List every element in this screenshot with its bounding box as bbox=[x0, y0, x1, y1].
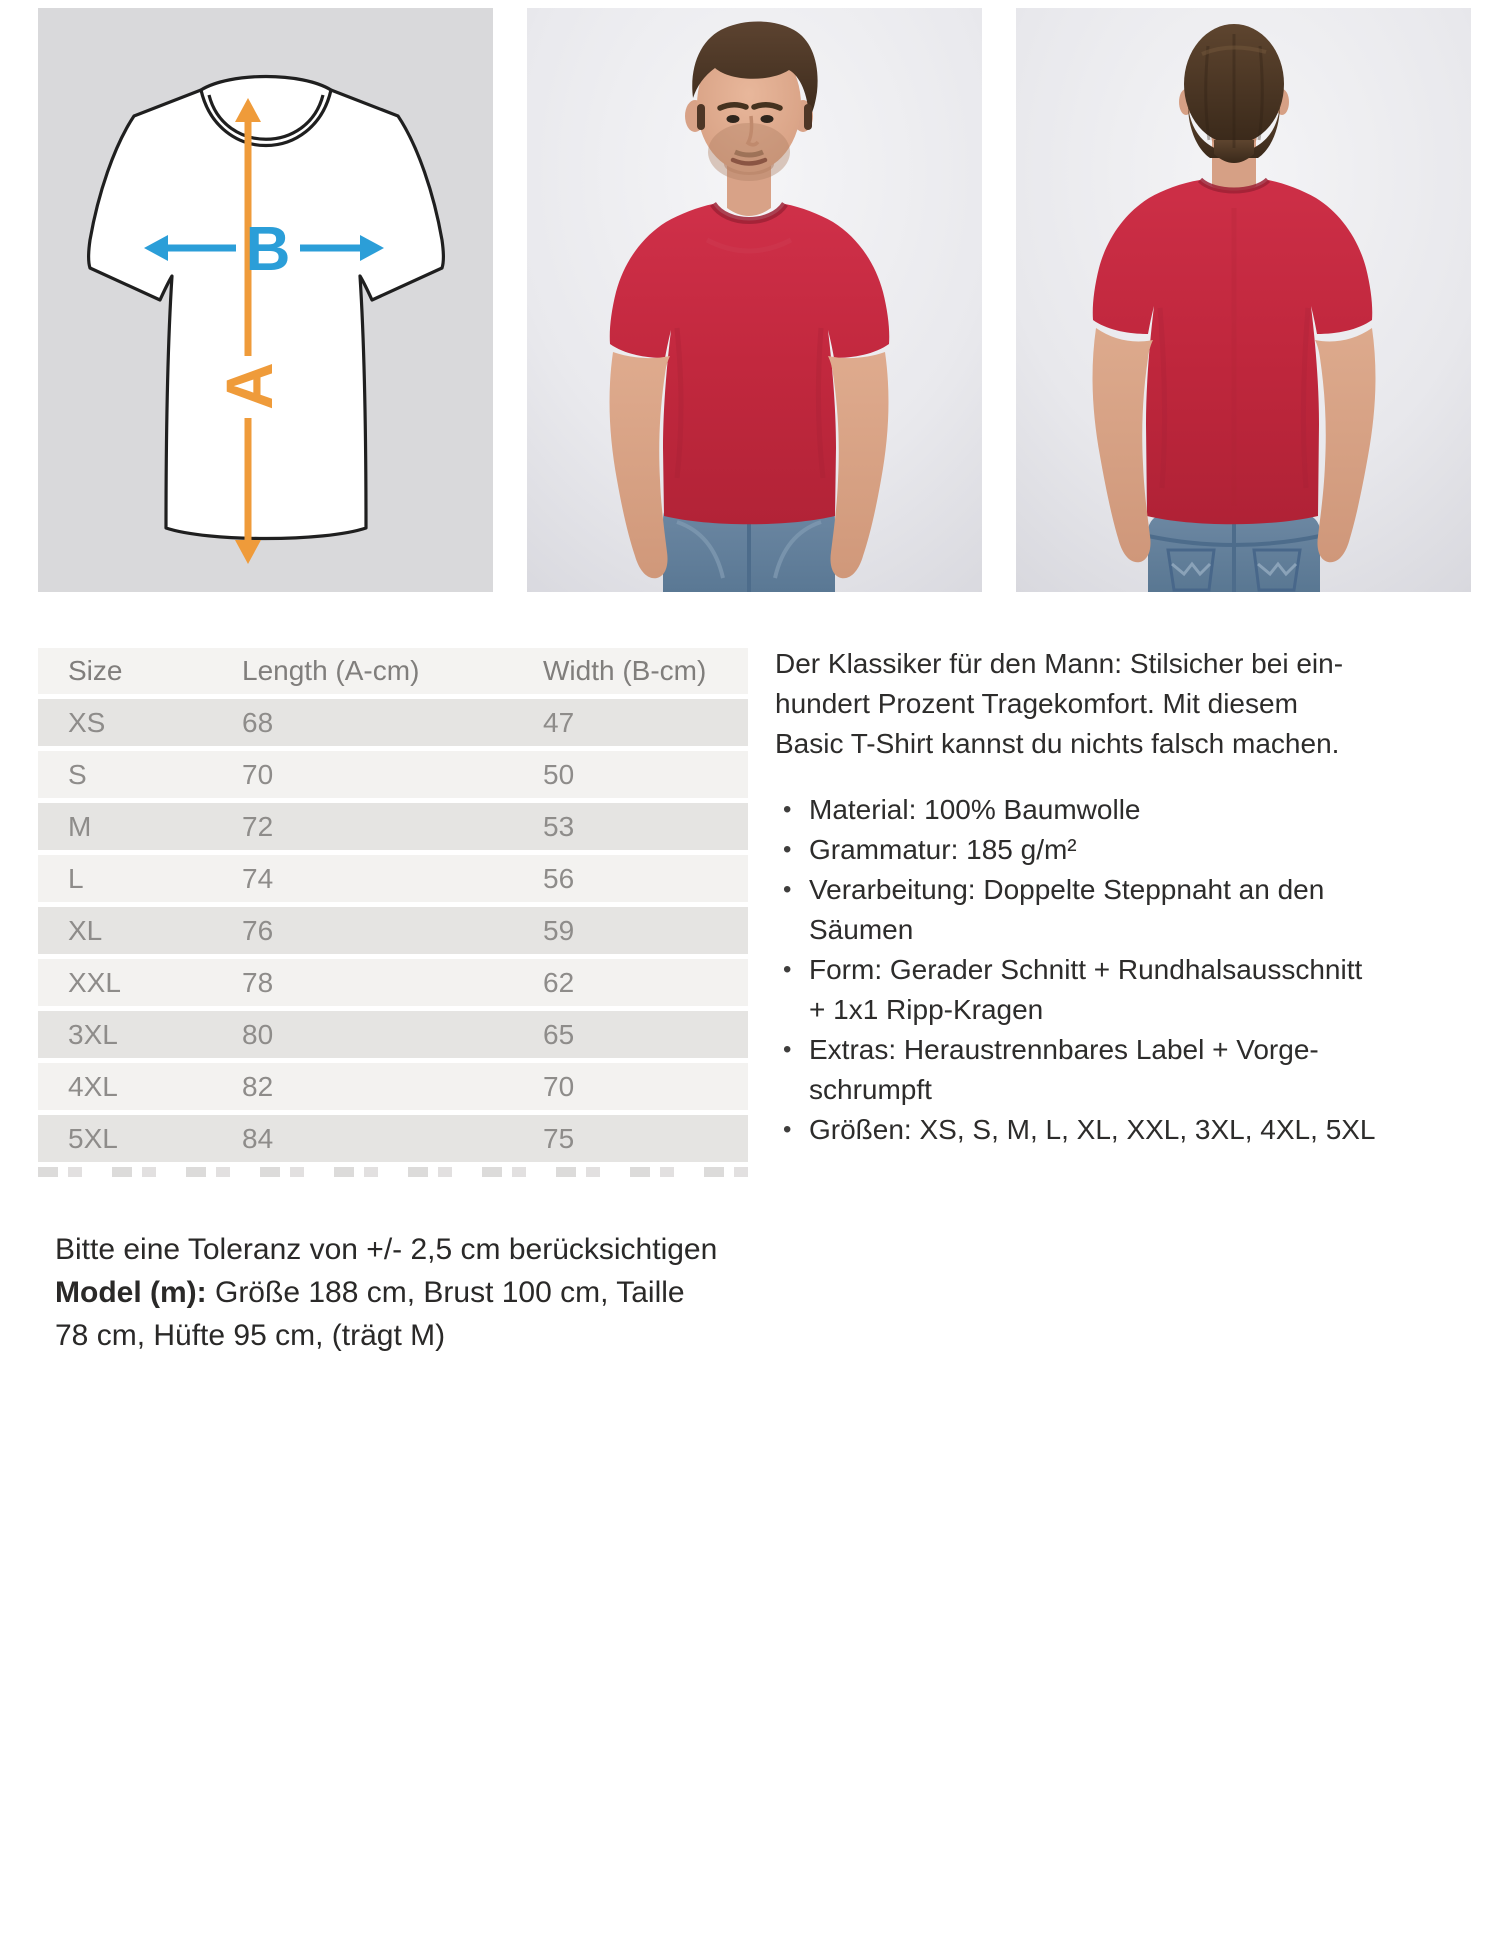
length-cell: 74 bbox=[242, 863, 274, 894]
diagram-label-b: B bbox=[245, 215, 291, 284]
size-cell: XXL bbox=[68, 967, 121, 998]
length-cell: 84 bbox=[242, 1123, 274, 1154]
diagram-label-a: A bbox=[212, 362, 286, 410]
spec-item-grammatur: • Grammatur: 185 g/m² bbox=[775, 830, 1430, 870]
size-cell: 5XL bbox=[68, 1123, 118, 1154]
intro-line: Der Klassiker für den Mann: Stilsicher bei ein- bbox=[775, 648, 1344, 679]
width-cell: 65 bbox=[543, 1019, 575, 1050]
size-table bbox=[38, 648, 748, 1162]
model-info-line2: 78 cm, Hüfte 95 cm, (trägt M) bbox=[55, 1319, 446, 1352]
model-label: Model (m): bbox=[55, 1276, 207, 1309]
size-cell: M bbox=[68, 811, 92, 842]
spec-bullet-list bbox=[775, 790, 1430, 1150]
length-cell: 70 bbox=[242, 759, 274, 790]
column-header-length: Length (A-cm) bbox=[242, 655, 420, 686]
model-measurements: Größe 188 cm, Brust 100 cm, Taille bbox=[214, 1276, 685, 1309]
intro-line: Basic T-Shirt kannst du nichts falsch machen. bbox=[775, 728, 1340, 759]
table-row-m bbox=[38, 803, 748, 850]
length-cell: 80 bbox=[242, 1019, 274, 1050]
model-front-image bbox=[527, 8, 982, 592]
length-cell: 78 bbox=[242, 967, 274, 998]
length-cell: 68 bbox=[242, 707, 274, 738]
spec-item-material: • Material: 100% Baumwolle bbox=[775, 790, 1430, 830]
tolerance-note: Bitte eine Toleranz von +/- 2,5 cm berücksichtigen bbox=[55, 1233, 718, 1266]
length-cell: 72 bbox=[242, 811, 274, 842]
table-row-xxl bbox=[38, 959, 748, 1006]
size-cell: 4XL bbox=[68, 1071, 118, 1102]
table-row-l bbox=[38, 855, 748, 902]
model-info-line1 bbox=[55, 1271, 755, 1314]
width-cell: 56 bbox=[543, 863, 575, 894]
tshirt-measure-diagram bbox=[38, 8, 493, 592]
spec-item-verarbeitung: • Verarbeitung: Doppelte Steppnaht an den Säumen bbox=[775, 870, 1430, 950]
width-cell: 62 bbox=[543, 967, 575, 998]
width-cell: 50 bbox=[543, 759, 575, 790]
size-diagram-image bbox=[38, 8, 493, 592]
column-header-width: Width (B-cm) bbox=[543, 655, 707, 686]
description-intro bbox=[775, 644, 1430, 764]
table-row-4xl bbox=[38, 1063, 748, 1110]
length-cell: 76 bbox=[242, 915, 274, 946]
clipped-next-row bbox=[38, 1167, 748, 1177]
width-cell: 70 bbox=[543, 1071, 575, 1102]
width-cell: 59 bbox=[543, 915, 575, 946]
beard-stubble bbox=[708, 123, 790, 181]
spec-item-groessen: • Größen: XS, S, M, L, XL, XXL, 3XL, 4XL, 5XL bbox=[775, 1110, 1430, 1150]
width-cell: 75 bbox=[543, 1123, 575, 1154]
intro-line: hundert Prozent Tragekomfort. Mit diesem bbox=[775, 688, 1298, 719]
model-back-image bbox=[1016, 8, 1471, 592]
measurement-notes bbox=[55, 1228, 755, 1357]
width-cell: 53 bbox=[543, 811, 575, 842]
table-row-3xl bbox=[38, 1011, 748, 1058]
size-cell: XS bbox=[68, 707, 106, 738]
size-table-header-row bbox=[38, 648, 748, 694]
size-cell: L bbox=[68, 863, 84, 894]
table-row-xs bbox=[38, 699, 748, 746]
size-cell: XL bbox=[68, 915, 103, 946]
model-front-photo bbox=[527, 8, 982, 592]
spec-item-form: • Form: Gerader Schnitt + Rundhalsausschnitt + 1x1 Ripp-Kragen bbox=[775, 950, 1430, 1030]
table-row-5xl bbox=[38, 1115, 748, 1162]
size-cell: 3XL bbox=[68, 1019, 118, 1050]
spec-item-extras: • Extras: Heraustrennbares Label + Vorge- schrumpft bbox=[775, 1030, 1430, 1110]
table-row-s bbox=[38, 751, 748, 798]
product-description bbox=[775, 644, 1430, 1150]
table-row-xl bbox=[38, 907, 748, 954]
column-header-size: Size bbox=[68, 655, 123, 686]
width-cell: 47 bbox=[543, 707, 575, 738]
model-back-photo bbox=[1016, 8, 1471, 592]
length-cell: 82 bbox=[242, 1071, 274, 1102]
size-cell: S bbox=[68, 759, 87, 790]
